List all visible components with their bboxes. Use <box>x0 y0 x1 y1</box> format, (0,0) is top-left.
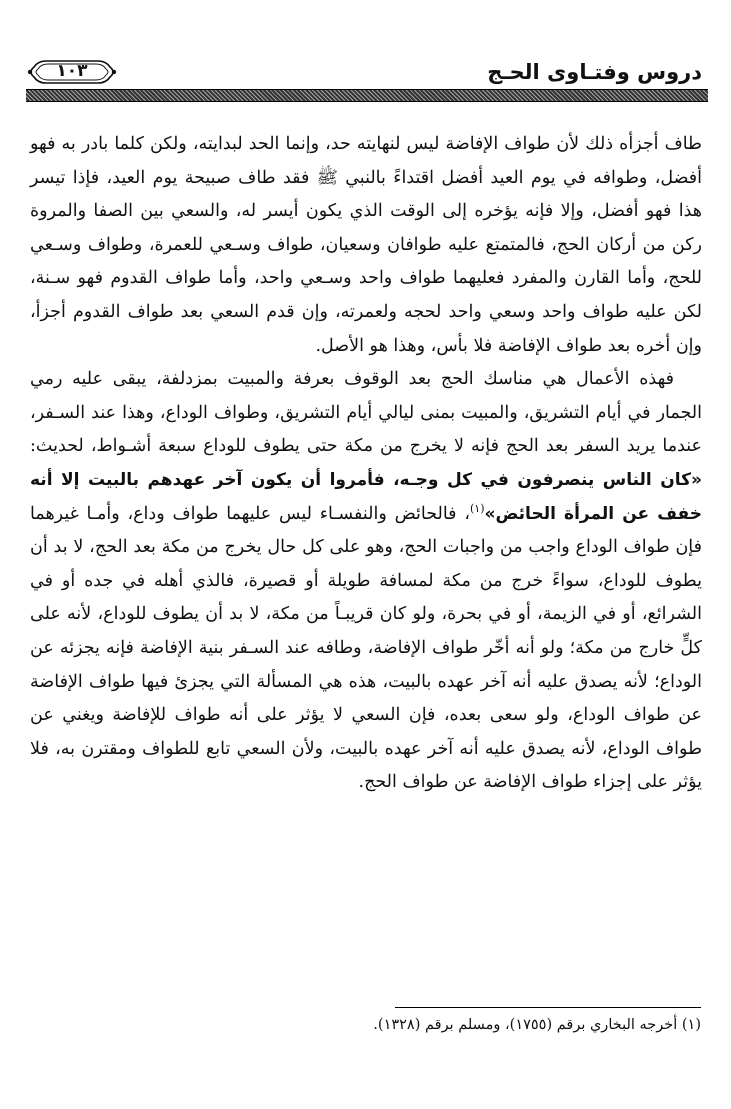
footnote-divider <box>395 1007 701 1008</box>
paragraph-text: ، فالحائض والنفسـاء ليس عليهما طواف وداع، وأمـا غيرهما فإن طواف الوداع واجب من واجبات الحج، وهو على كل حال يخرج من مكة بعد الحج، لا بد أن يطوف للوداع، سواءً خرج من مكة لمسافة طويلة أو قصيرة، فالذي أهله في جده أو في الشرائع، أو في الزيمة، أو في بحرة، ولو كان قريبـاً من مكة، لا بد أن يطوف للوداع، لأنه على كلٍّ خارج من مكة؛ ولو أنه أخّر طواف الإفاضة، وطافه عند السـفر بنية الإفاضة فإنه يجزئه عن الوداع؛ لأنه يصدق عليه أنه آخر عهده بالبيت، هذه هي المسألة التي يجزئ فيها طواف الإفاضة عن طواف الوداع، ولو سعى بعده، فإن السعي لا يؤثر على أنه طواف للإفاضة ويغني عن طواف الوداع، لأنه يصدق عليه أنه آخر عهده بالبيت، ولأن السعي تابع للطواف ومقترن به، فلا يؤثر على إجزاء طواف الإفاضة عن طواف الحج. <box>30 503 702 793</box>
page-number-ornament <box>26 58 118 86</box>
hadith-quote: «كان الناس ينصرفون في كل وجـه، فأمروا أن يكون آخر عهدهم بالبيت إلا أنه خفف عن المرأة الحائض» <box>30 469 703 524</box>
running-title: دروس وفتـاوى الحـج <box>487 60 702 84</box>
paragraph <box>30 363 702 800</box>
main-text <box>30 128 702 800</box>
header-divider <box>26 89 708 102</box>
footnote-reference: (١) <box>469 501 485 515</box>
footnote: (١) أخرجه البخاري برقم (١٧٥٥)، ومسلم برقم (١٣٢٨). <box>373 1017 701 1033</box>
paragraph: طاف أجزأه ذلك لأن طواف الإفاضة ليس لنهايته حد، وإنما الحد لبدايته، ولكن كلما بادر به فهو أفضل، وطوافه في يوم العيد أفضل اقتداءً بالنبي ﷺ فقد طاف صبيحة يوم العيد، فإذا تيسر هذا فهو أفضل، وإلا فإنه يؤخره إلى الوقت الذي يكون أيسر له، والسعي بين الصفا والمروة ركن من أركان الحج، فالمتمتع عليه طوافان وسعيان، طواف وسـعي للعمرة، وطواف وسـعي للحج، وأما القارن والمفرد فعليهما طواف واحد وسـعي واحد، وأما طواف القدوم فهو سـنة، لكن عليه طواف واحد وسعي واحد لحجه ولعمرته، وإن قدم السعي بعد طواف القدوم أجزأ، وإن أخره بعد طواف الإفاضة فلا بأس، وهذا هو الأصل. <box>30 134 702 356</box>
page-number: ١٠٣ <box>56 61 88 81</box>
paragraph-text: فهذه الأعمال هي مناسك الحج بعد الوقوف بعرفة والمبيت بمزدلفة، يبقى عليه رمي الجمار في أيام التشريق، والمبيت بمنى ليالي أيام التشريق، وطواف الوداع، وهذا عند السـفر، عندما يريد السفر بعد الحج فإنه لا يخرج من مكة حتى يطوف للوداع سبعة أشـواط، لحديث: <box>30 369 702 457</box>
page-header <box>26 58 708 88</box>
